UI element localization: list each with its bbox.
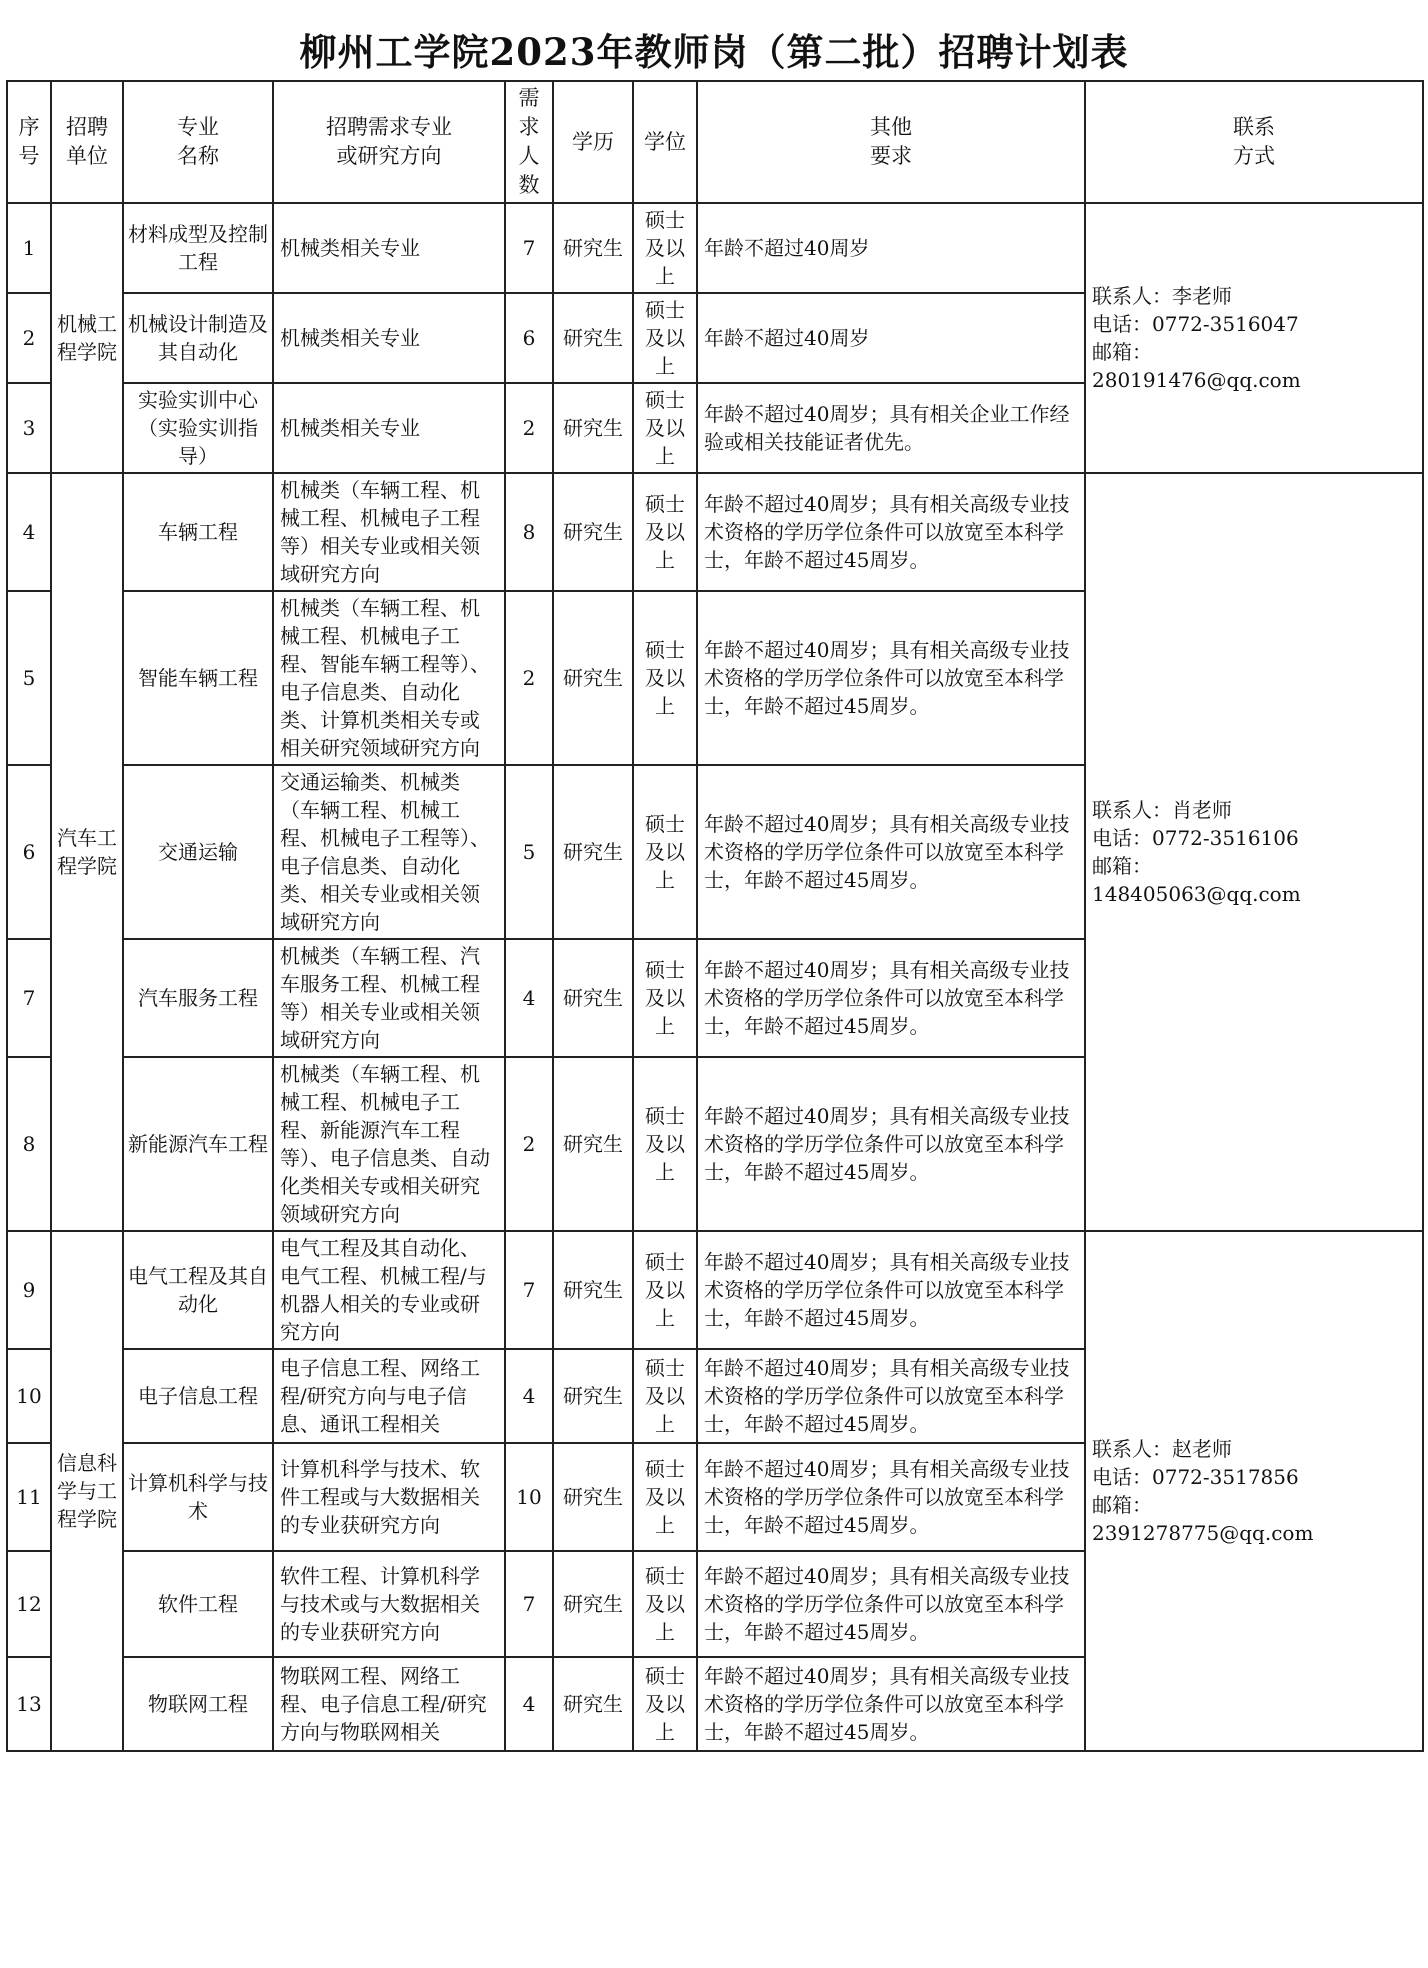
unit-cell: 机械工程学院 [51,203,123,473]
major-cell: 新能源汽车工程 [123,1057,273,1231]
degree-cell: 硕士及以上 [633,939,697,1057]
count-cell: 6 [505,293,553,383]
requirement-cell: 机械类相关专业 [273,203,505,293]
seq-cell: 3 [7,383,51,473]
education-cell: 研究生 [553,1057,633,1231]
requirement-cell: 软件工程、计算机科学与技术或与大数据相关的专业获研究方向 [273,1551,505,1657]
count-cell: 2 [505,591,553,765]
other-requirement-cell: 年龄不超过40周岁；具有相关高级专业技术资格的学历学位条件可以放宽至本科学士，年龄不超过45周岁。 [697,1231,1085,1349]
degree-cell: 硕士及以上 [633,293,697,383]
education-cell: 研究生 [553,1657,633,1751]
seq-cell: 13 [7,1657,51,1751]
other-requirement-cell: 年龄不超过40周岁；具有相关高级专业技术资格的学历学位条件可以放宽至本科学士，年龄不超过45周岁。 [697,939,1085,1057]
major-cell: 交通运输 [123,765,273,939]
seq-cell: 9 [7,1231,51,1349]
education-cell: 研究生 [553,383,633,473]
contact-cell [1085,203,1423,473]
major-cell: 计算机科学与技术 [123,1443,273,1551]
other-requirement-cell: 年龄不超过40周岁；具有相关高级专业技术资格的学历学位条件可以放宽至本科学士，年龄不超过45周岁。 [697,1551,1085,1657]
seq-cell: 6 [7,765,51,939]
degree-cell: 硕士及以上 [633,1443,697,1551]
count-cell: 7 [505,203,553,293]
seq-cell: 7 [7,939,51,1057]
major-cell: 电子信息工程 [123,1349,273,1443]
major-cell: 电气工程及其自动化 [123,1231,273,1349]
other-requirement-cell: 年龄不超过40周岁 [697,293,1085,383]
seq-cell: 5 [7,591,51,765]
major-cell: 物联网工程 [123,1657,273,1751]
major-cell: 材料成型及控制工程 [123,203,273,293]
degree-cell: 硕士及以上 [633,765,697,939]
requirement-cell: 机械类（车辆工程、机械工程、机械电子工程、智能车辆工程等）、电子信息类、自动化类、计算机类相关专或相关研究领域研究方向 [273,591,505,765]
count-cell: 7 [505,1231,553,1349]
count-cell: 5 [505,765,553,939]
header-degree: 学位 [633,81,697,203]
requirement-cell: 机械类相关专业 [273,293,505,383]
unit-cell: 信息科学与工程学院 [51,1231,123,1751]
degree-cell: 硕士及以上 [633,1057,697,1231]
seq-cell: 11 [7,1443,51,1551]
contact-email: 280191476@qq.com [1092,368,1301,392]
count-cell: 7 [505,1551,553,1657]
other-requirement-cell: 年龄不超过40周岁；具有相关高级专业技术资格的学历学位条件可以放宽至本科学士，年龄不超过45周岁。 [697,1657,1085,1751]
count-cell: 10 [505,1443,553,1551]
degree-cell: 硕士及以上 [633,473,697,591]
header-row [7,81,1423,203]
major-cell: 软件工程 [123,1551,273,1657]
header-education: 学历 [553,81,633,203]
requirement-cell: 机械类（车辆工程、机械工程、机械电子工程、新能源汽车工程等）、电子信息类、自动化类相关专或相关研究领域研究方向 [273,1057,505,1231]
degree-cell: 硕士及以上 [633,203,697,293]
header-major: 专业 名称 [123,81,273,203]
count-cell: 2 [505,1057,553,1231]
contact-email-label: 邮箱： [1092,854,1152,878]
other-requirement-cell: 年龄不超过40周岁；具有相关高级专业技术资格的学历学位条件可以放宽至本科学士，年龄不超过45周岁。 [697,765,1085,939]
contact-phone: 电话：0772-3516106 [1092,826,1299,850]
degree-cell: 硕士及以上 [633,1349,697,1443]
header-contact: 联系 方式 [1085,81,1423,203]
contact-person: 联系人：赵老师 [1092,1437,1232,1461]
seq-cell: 2 [7,293,51,383]
major-cell: 实验实训中心（实验实训指导） [123,383,273,473]
header-requirement: 招聘需求专业 或研究方向 [273,81,505,203]
other-requirement-cell: 年龄不超过40周岁；具有相关高级专业技术资格的学历学位条件可以放宽至本科学士，年龄不超过45周岁。 [697,1443,1085,1551]
contact-cell [1085,1231,1423,1751]
seq-cell: 4 [7,473,51,591]
header-other: 其他 要求 [697,81,1085,203]
requirement-cell: 机械类相关专业 [273,383,505,473]
count-cell: 8 [505,473,553,591]
unit-cell: 汽车工程学院 [51,473,123,1231]
education-cell: 研究生 [553,591,633,765]
document-title: 柳州工学院2023年教师岗（第二批）招聘计划表 [299,30,1129,74]
degree-cell: 硕士及以上 [633,591,697,765]
contact-email-label: 邮箱： [1092,340,1152,364]
education-cell: 研究生 [553,939,633,1057]
other-requirement-cell: 年龄不超过40周岁；具有相关高级专业技术资格的学历学位条件可以放宽至本科学士，年龄不超过45周岁。 [697,591,1085,765]
requirement-cell: 电子信息工程、网络工程/研究方向与电子信息、通讯工程相关 [273,1349,505,1443]
major-cell: 智能车辆工程 [123,591,273,765]
major-cell: 汽车服务工程 [123,939,273,1057]
table-row [7,203,1423,293]
other-requirement-cell: 年龄不超过40周岁；具有相关高级专业技术资格的学历学位条件可以放宽至本科学士，年龄不超过45周岁。 [697,1057,1085,1231]
education-cell: 研究生 [553,203,633,293]
contact-cell [1085,473,1423,1231]
seq-cell: 12 [7,1551,51,1657]
major-cell: 机械设计制造及其自动化 [123,293,273,383]
header-seq: 序号 [7,81,51,203]
contact-email-label: 邮箱： [1092,1493,1152,1517]
seq-cell: 10 [7,1349,51,1443]
degree-cell: 硕士及以上 [633,383,697,473]
count-cell: 2 [505,383,553,473]
requirement-cell: 机械类（车辆工程、机械工程、机械电子工程等）相关专业或相关领域研究方向 [273,473,505,591]
contact-email: 2391278775@qq.com [1092,1521,1314,1545]
requirement-cell: 计算机科学与技术、软件工程或与大数据相关的专业获研究方向 [273,1443,505,1551]
count-cell: 4 [505,939,553,1057]
requirement-cell: 电气工程及其自动化、电气工程、机械工程/与机器人相关的专业或研究方向 [273,1231,505,1349]
education-cell: 研究生 [553,1349,633,1443]
degree-cell: 硕士及以上 [633,1657,697,1751]
requirement-cell: 物联网工程、网络工程、电子信息工程/研究方向与物联网相关 [273,1657,505,1751]
major-cell: 车辆工程 [123,473,273,591]
count-cell: 4 [505,1657,553,1751]
contact-email: 148405063@qq.com [1092,882,1301,906]
other-requirement-cell: 年龄不超过40周岁；具有相关高级专业技术资格的学历学位条件可以放宽至本科学士，年龄不超过45周岁。 [697,1349,1085,1443]
header-count: 需求 人数 [505,81,553,203]
other-requirement-cell: 年龄不超过40周岁 [697,203,1085,293]
table-row [7,473,1423,591]
contact-phone: 电话：0772-3517856 [1092,1465,1299,1489]
contact-phone: 电话：0772-3516047 [1092,312,1299,336]
table-row [7,1231,1423,1349]
education-cell: 研究生 [553,765,633,939]
education-cell: 研究生 [553,293,633,383]
education-cell: 研究生 [553,473,633,591]
degree-cell: 硕士及以上 [633,1231,697,1349]
seq-cell: 8 [7,1057,51,1231]
count-cell: 4 [505,1349,553,1443]
degree-cell: 硕士及以上 [633,1551,697,1657]
header-unit: 招聘 单位 [51,81,123,203]
education-cell: 研究生 [553,1443,633,1551]
other-requirement-cell: 年龄不超过40周岁；具有相关企业工作经验或相关技能证者优先。 [697,383,1085,473]
recruitment-table [6,80,1424,1752]
seq-cell: 1 [7,203,51,293]
contact-person: 联系人：李老师 [1092,284,1232,308]
education-cell: 研究生 [553,1551,633,1657]
education-cell: 研究生 [553,1231,633,1349]
requirement-cell: 交通运输类、机械类（车辆工程、机械工程、机械电子工程等）、电子信息类、自动化类、相关专业或相关领域研究方向 [273,765,505,939]
requirement-cell: 机械类（车辆工程、汽车服务工程、机械工程等）相关专业或相关领域研究方向 [273,939,505,1057]
other-requirement-cell: 年龄不超过40周岁；具有相关高级专业技术资格的学历学位条件可以放宽至本科学士，年龄不超过45周岁。 [697,473,1085,591]
contact-person: 联系人：肖老师 [1092,798,1232,822]
